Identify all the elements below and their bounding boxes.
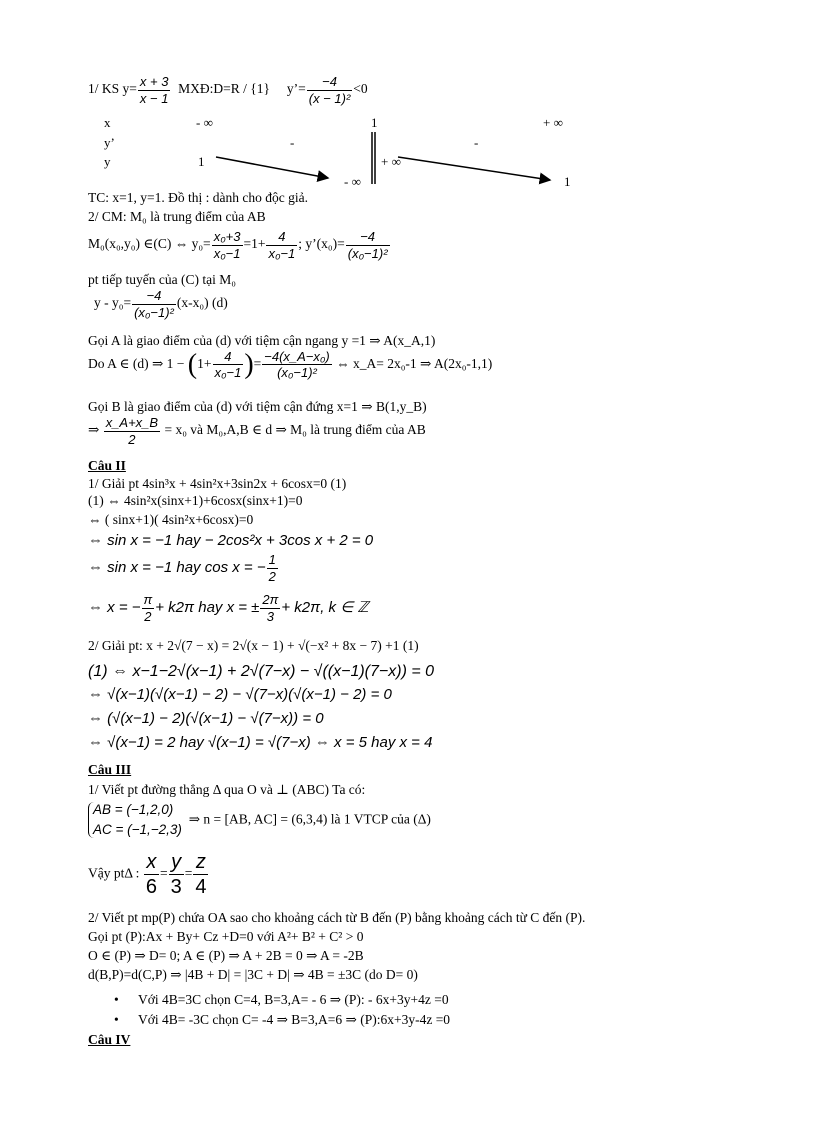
tangent-title: pt tiếp tuyến của (C) tại M₀ <box>88 272 236 287</box>
vay-frac-z <box>193 850 208 899</box>
normal-vector: ⇒ n = [AB, AC] = (6,3,4) là 1 VTCP của (Δ) <box>188 811 431 827</box>
tangent-prefix: y - y₀= <box>94 295 132 311</box>
m0-frac2 <box>266 229 297 261</box>
table-yp-left: - <box>290 135 295 150</box>
m0-line <box>88 229 391 261</box>
cau2-l6-tail: + k2π, k ∈ ℤ <box>281 599 369 617</box>
table-x-mid: 1 <box>371 115 378 130</box>
tangent-equation <box>94 288 228 320</box>
mid-frac <box>104 415 160 447</box>
table-yp-right: - <box>474 135 479 150</box>
vay-4: 4 <box>195 876 207 898</box>
paren-open: ( <box>187 349 198 380</box>
mid-num: x_A+x_B <box>105 415 159 430</box>
deriv-num: −4 <box>307 74 353 91</box>
cau2-l6-frac2 <box>260 592 280 624</box>
table-yprime-label: y’ <box>104 135 115 150</box>
tangent-num: −4 <box>132 288 176 305</box>
vay-y: y <box>169 850 184 875</box>
heading-cau-iii: Câu III <box>88 762 132 777</box>
do-a-line <box>88 348 492 382</box>
cau2-line-5 <box>88 552 279 584</box>
paren-close: ) <box>244 349 254 380</box>
cau3-line-2: 2/ Viết pt mp(P) chứa OA sao cho khoảng cách từ B đến (P) bằng khoảng cách từ C đến (P). <box>88 910 586 925</box>
vay-z: z <box>193 850 208 875</box>
do-a-eq: = <box>253 355 262 371</box>
heading-cau-ii: Câu II <box>88 458 126 473</box>
variation-table <box>88 112 588 190</box>
bullet-item-2 <box>114 1012 450 1028</box>
vector-system <box>88 802 182 838</box>
m0-frac1 <box>212 229 243 261</box>
bullet-item-1 <box>114 992 449 1008</box>
part2-title: 2/ CM: M₀ là trung điểm của AB <box>88 209 266 224</box>
cau2-l6-mid: + k2π hay x = ± <box>155 599 260 617</box>
table-x-label: x <box>104 115 111 130</box>
point-a-line: Gọi A là giao điểm của (d) với tiệm cận ngang y =1 ⇒ A(x_A,1) <box>88 333 436 348</box>
tangent-tail: (x-x₀) (d) <box>176 295 228 311</box>
cau2-l6-den2: 3 <box>266 608 275 624</box>
heading-cau-iv: Câu IV <box>88 1032 131 1047</box>
decreasing-arrow-right <box>398 157 550 180</box>
vay-6: 6 <box>145 876 157 898</box>
do-a-frac1 <box>213 349 244 381</box>
cau2-line-8: (1) ⇔ x−1−2√(x−1) + 2√(7−x) − √((x−1)(7−x)) = 0 <box>88 663 435 680</box>
do-a-num2: −4(x_A−x₀) <box>264 348 330 364</box>
m0-num2: 4 <box>266 229 297 246</box>
domain-text: MXĐ:D=R / {1} <box>178 81 271 97</box>
cau2-l6-prefix: ⇔ x = − <box>88 599 141 617</box>
cau2-line-1: 1/ Giải pt 4sin³x + 4sin²x+3sin2x + 6cosx=0 (1) <box>88 476 347 491</box>
cau2-l6-den1: 2 <box>144 608 152 624</box>
m0-prefix: M₀(x₀,y₀) ∈(C) ⇔ y₀= <box>88 236 211 252</box>
ks-prefix: 1/ KS y= <box>88 81 137 97</box>
ks-den: x − 1 <box>139 90 169 106</box>
vay-3: 3 <box>170 876 182 898</box>
vector-ac: AC = (−1,−2,3) <box>93 822 182 838</box>
m0-eq: =1+ <box>243 236 266 252</box>
table-y-label: y <box>104 154 111 169</box>
cau2-line-2: (1) ⇔ 4sin²x(sinx+1)+6cosx(sinx+1)=0 <box>88 493 303 508</box>
derivative-label: y’= <box>286 81 306 97</box>
table-y-left-end: - ∞ <box>344 174 361 189</box>
tangent-den: (x₀−1)² <box>134 304 174 320</box>
do-a-den2: (x₀−1)² <box>277 365 317 381</box>
cau2-l6-num1: π <box>143 592 153 607</box>
cau3-line-5: d(B,P)=d(C,P) ⇒ |4B + D| = |3C + D| ⇒ 4B = ±3C (do D= 0) <box>88 967 418 982</box>
bullet-dot-icon: • <box>114 1012 119 1027</box>
vay-frac-y <box>169 850 184 899</box>
m0-den2: x₀−1 <box>268 245 296 261</box>
cau3-line-3: Gọi pt (P):Ax + By+ Cz +D=0 với A²+ B² + C² > 0 <box>88 929 364 944</box>
decreasing-arrow-left <box>216 157 328 178</box>
table-y-right-end: 1 <box>564 174 571 189</box>
cau2-l5-frac <box>267 552 278 584</box>
ks-line <box>88 74 368 106</box>
m0-num1: x₀+3 <box>213 229 241 244</box>
cau2-line-7: 2/ Giải pt: x + 2√(7 − x) = 2√(x − 1) + √(−x² + 8x − 7) +1 (1) <box>88 638 419 653</box>
do-a-frac2 <box>262 349 331 381</box>
cau2-line-4: ⇔ sin x = −1 hay − 2cos²x + 3cos x + 2 = 0 <box>88 532 374 549</box>
deriv-den: (x − 1)² <box>308 90 351 106</box>
cau2-l5-den: 2 <box>268 568 276 584</box>
bullet-text-2: Với 4B= -3C chọn C= -4 ⇒ B=3,A=6 ⇒ (P):6x+3y-4z =0 <box>138 1012 451 1027</box>
cau2-l6-num2: 2π <box>262 592 279 607</box>
midpoint-line <box>88 415 426 447</box>
do-a-tail: ⇔ x_A= 2x₀-1 ⇒ A(2x₀-1,1) <box>336 355 493 371</box>
table-x-right: + ∞ <box>543 115 563 130</box>
m0-den1: x₀−1 <box>213 245 241 261</box>
cau2-line-10: ⇔ (√(x−1) − 2)(√(x−1) − √(7−x)) = 0 <box>88 710 324 727</box>
m0-num3: −4 <box>346 229 390 246</box>
vay-frac-x <box>144 850 159 899</box>
variation-arrows <box>88 112 588 190</box>
table-y-right-start: + ∞ <box>381 154 401 169</box>
mid-prefix: ⇒ <box>88 422 100 438</box>
deriv-tail: <0 <box>353 81 368 97</box>
m0-frac3 <box>346 229 390 261</box>
cau2-l5-num: 1 <box>268 552 276 567</box>
cau3-line-vay: Vậy ptΔ : $\frac{x}{6}$ = $\frac{y}{3}$ = $\frac{z}{4}$ <box>88 851 207 898</box>
mid-den: 2 <box>128 431 136 447</box>
tc-line: TC: x=1, y=1. Đồ thị : dành cho độc giả. <box>88 190 308 205</box>
cau3-line-4: O ∈ (P) ⇒ D= 0; A ∈ (P) ⇒ A + 2B = 0 ⇒ A = -2B <box>88 948 364 963</box>
table-x-left: - ∞ <box>196 115 213 130</box>
derivative-fraction <box>307 74 353 106</box>
cau2-line-11: ⇔ √(x−1) = 2 hay √(x−1) = √(7−x) ⇔ x = 5 hay x = 4 <box>88 734 433 751</box>
table-y-left-start: 1 <box>198 154 205 169</box>
do-a-den1: x₀−1 <box>214 365 242 381</box>
cau2-l6-frac1 <box>142 592 155 624</box>
do-a-num1: 4 <box>213 349 244 366</box>
tangent-frac <box>132 288 176 320</box>
cau3-system <box>88 802 431 838</box>
m0-den3: (x₀−1)² <box>347 245 388 261</box>
m0-sep: ; y’(x₀)= <box>298 236 345 252</box>
cau2-line-6 <box>88 592 369 624</box>
mid-tail: = x₀ và M₀,A,B ∈ d ⇒ M₀ là trung điểm của AB <box>164 422 426 438</box>
ks-fraction <box>138 74 171 106</box>
point-b-line: Gọi B là giao điểm của (d) với tiệm cận đứng x=1 ⇒ B(1,y_B) <box>88 399 427 414</box>
cau2-l5-prefix: ⇔ sin x = −1 hay cos x = − <box>88 559 266 577</box>
cau2-line-9: ⇔ √(x−1)(√(x−1) − 2) − √(7−x)(√(x−1) − 2) = 0 <box>88 686 392 703</box>
vector-ab: AB = (−1,2,0) <box>93 802 174 817</box>
vay-prefix: Vậy ptΔ : <box>88 865 140 881</box>
do-a-one: 1+ <box>197 355 212 371</box>
bullet-dot-icon: • <box>114 992 119 1007</box>
do-a-prefix: Do A ∈ (d) ⇒ 1 − <box>88 355 185 371</box>
ks-num: x + 3 <box>139 74 169 89</box>
bullet-text-1: Với 4B=3C chọn C=4, B=3,A= - 6 ⇒ (P): - 6x+3y+4z =0 <box>138 992 449 1007</box>
cau3-line-1: 1/ Viết pt đường thẳng Δ qua O và ⊥ (ABC) Ta có: <box>88 782 366 797</box>
cau2-line-3: ⇔ ( sinx+1)( 4sin²x+6cosx)=0 <box>88 512 254 527</box>
vay-x: x <box>144 850 159 875</box>
